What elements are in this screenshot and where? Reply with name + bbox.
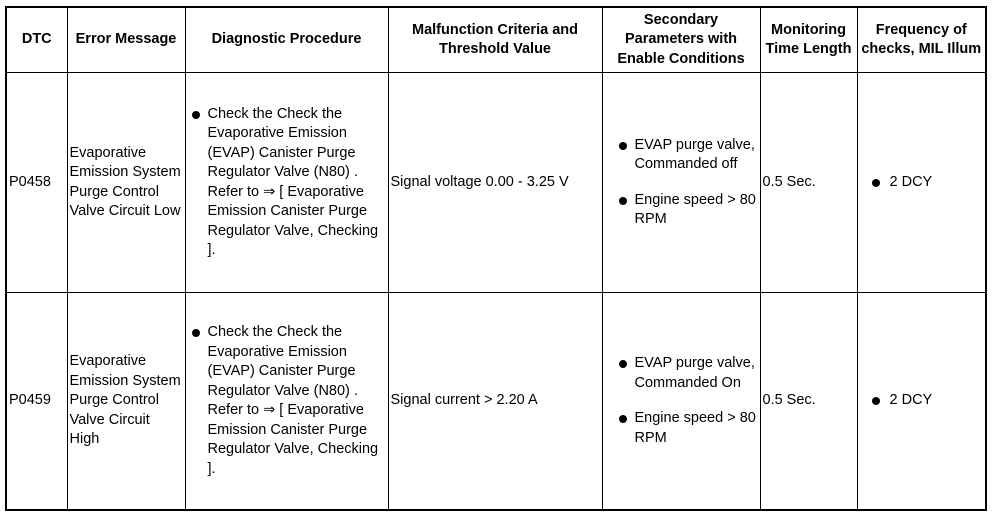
header-secondary-parameters: Secondary Parameters with Enable Conditions <box>602 7 760 73</box>
bullet-icon <box>619 360 627 368</box>
secondary-text: Engine speed > 80 RPM <box>634 410 756 446</box>
header-error-message: Error Message <box>67 7 185 73</box>
list-item <box>615 409 758 448</box>
monitoring-time: 0.5 Sec. <box>760 293 857 511</box>
bullet-icon <box>872 397 880 405</box>
list-item <box>868 391 984 411</box>
header-dtc: DTC <box>6 7 67 73</box>
dtc-code: P0459 <box>6 293 67 511</box>
bullet-icon <box>619 142 627 150</box>
bullet-icon <box>192 329 200 337</box>
header-row <box>6 7 986 73</box>
dtc-table <box>5 6 987 511</box>
secondary-parameters <box>602 73 760 293</box>
frequency <box>857 293 986 511</box>
secondary-text: Engine speed > 80 RPM <box>634 191 756 227</box>
bullet-icon <box>872 179 880 187</box>
list-item <box>188 323 386 479</box>
header-monitoring-time: Monitoring Time Length <box>760 7 857 73</box>
frequency-text: 2 DCY <box>889 173 933 190</box>
list-item <box>188 105 386 261</box>
header-diagnostic-procedure: Diagnostic Procedure <box>185 7 388 73</box>
diagnostic-procedure <box>185 73 388 293</box>
header-malfunction-criteria: Malfunction Criteria and Threshold Value <box>388 7 602 73</box>
secondary-text: EVAP purge valve, Commanded On <box>634 355 755 391</box>
list-item <box>615 191 758 230</box>
procedure-text: Check the Check the Evaporative Emission (EVAP) Canister Purge Regulator Valve (N80) . Refer to ⇒ [ Evaporative Emission Canister Purge Regulator Valve, Checking ]. <box>207 324 379 477</box>
error-message: Evaporative Emission System Purge Control Valve Circuit High <box>67 293 185 511</box>
list-item <box>615 354 758 393</box>
header-frequency: Frequency of checks, MIL Illum <box>857 7 986 73</box>
table-row <box>6 293 986 511</box>
frequency-text: 2 DCY <box>889 392 933 409</box>
diagnostic-procedure <box>185 293 388 511</box>
malfunction-criteria: Signal current > 2.20 A <box>388 293 602 511</box>
list-item <box>615 136 758 175</box>
malfunction-criteria: Signal voltage 0.00 - 3.25 V <box>388 73 602 293</box>
error-message: Evaporative Emission System Purge Control Valve Circuit Low <box>67 73 185 293</box>
dtc-code: P0458 <box>6 73 67 293</box>
bullet-icon <box>619 197 627 205</box>
list-item <box>868 173 984 193</box>
secondary-text: EVAP purge valve, Commanded off <box>634 136 755 172</box>
procedure-text: Check the Check the Evaporative Emission (EVAP) Canister Purge Regulator Valve (N80) . Refer to ⇒ [ Evaporative Emission Canister Purge Regulator Valve, Checking ]. <box>207 105 379 258</box>
bullet-icon <box>619 415 627 423</box>
monitoring-time: 0.5 Sec. <box>760 73 857 293</box>
secondary-parameters <box>602 293 760 511</box>
frequency <box>857 73 986 293</box>
table-row <box>6 73 986 293</box>
bullet-icon <box>192 111 200 119</box>
